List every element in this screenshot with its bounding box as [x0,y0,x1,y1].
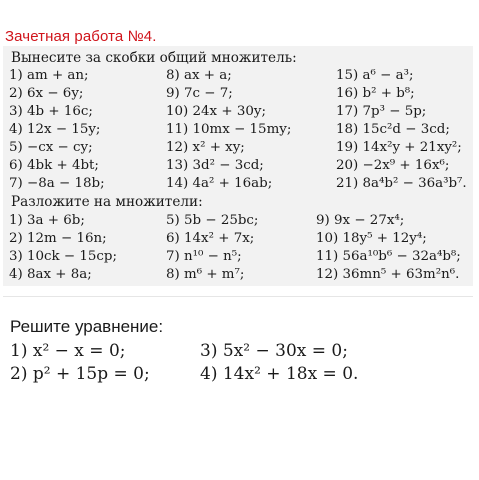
exercise-item: 12) 36mn⁵ + 63m²n⁶. [316,267,460,282]
exercise-item: 9) 7c − 7; [166,86,233,101]
list-row [3,68,473,86]
exercise-item: 10) 24x + 30y; [166,104,266,119]
list-row [3,176,473,194]
list-row [3,213,473,231]
equation-item: 4) 14x² + 18x = 0. [200,364,359,384]
list-row [3,86,473,104]
exercise-item: 17) 7p³ − 5p; [336,104,427,119]
exercise-item: 1) 3a + 6b; [9,213,85,228]
exercise-item: 3) 10ck − 15cp; [9,249,118,264]
section1-heading: Вынесите за скобки общий множитель: [11,50,297,66]
exercise-item: 12) x² + xy; [166,140,245,155]
exercise-item: 8) m⁶ + m⁷; [166,267,245,282]
exercise-item: 21) 8a⁴b² − 36a³b⁷. [336,176,467,191]
textbook-page [3,46,473,286]
equation-item: 1) x² − x = 0; [10,341,126,361]
exercise-item: 6) 4bk + 4bt; [9,158,99,173]
exercise-item: 3) 4b + 16c; [9,104,93,119]
section3-heading: Решите уравнение: [10,317,164,336]
exercise-item: 7) −8a − 18b; [9,176,105,191]
exercise-item: 2) 12m − 16n; [9,231,107,246]
exercise-item: 1) am + an; [9,68,89,83]
list-row [3,267,473,285]
equation-item: 2) p² + 15p = 0; [10,364,150,384]
equation-item: 3) 5x² − 30x = 0; [200,341,348,361]
exercise-item: 8) ax + a; [166,68,232,83]
list-row [3,231,473,249]
exercise-item: 9) 9x − 27x⁴; [316,213,405,228]
list-row [3,249,473,267]
list-row [3,104,473,122]
exercise-item: 19) 14x²y + 21xy²; [336,140,462,155]
exercise-item: 2) 6x − 6y; [9,86,84,101]
exercise-item: 7) n¹⁰ − n⁵; [166,249,242,264]
exercise-item: 13) 3d² − 3cd; [166,158,264,173]
page-title: Зачетная работа №4. [5,28,157,45]
exercise-item: 14) 4a² + 16ab; [166,176,273,191]
exercise-item: 4) 12x − 15y; [9,122,101,137]
exercise-item: 16) b² + b⁸; [336,86,415,101]
exercise-item: 18) 15c²d − 3cd; [336,122,450,137]
list-row [3,122,473,140]
exercise-item: 4) 8ax + 8a; [9,267,92,282]
exercise-item: 6) 14x² + 7x; [166,231,255,246]
list-row [3,140,473,158]
exercise-item: 11) 10mx − 15my; [166,122,292,137]
exercise-item: 5) −cx − cy; [9,140,93,155]
exercise-item: 11) 56a¹⁰b⁶ − 32a⁴b⁸; [316,249,461,264]
divider [3,296,473,297]
exercise-item: 10) 18y⁵ + 12y⁴; [316,231,427,246]
section2-heading: Разложите на множители: [11,194,203,210]
exercise-item: 20) −2x⁹ + 16x⁶; [336,158,450,173]
list-row [3,158,473,176]
exercise-item: 5) 5b − 25bc; [166,213,259,228]
exercise-item: 15) a⁶ − a³; [336,68,414,83]
